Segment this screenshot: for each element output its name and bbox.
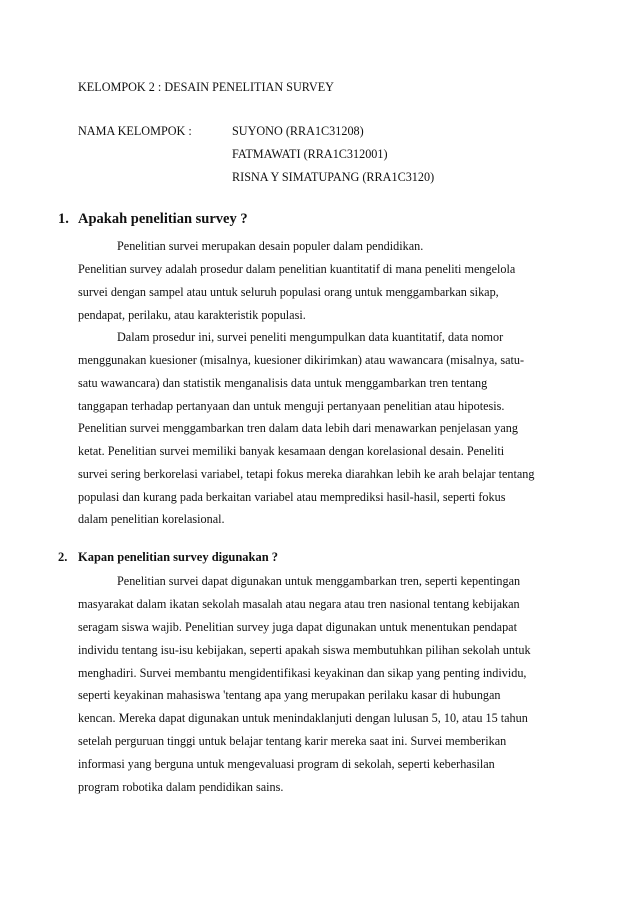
member-2: FATMAWATI (RRA1C312001) xyxy=(232,147,388,161)
section2-line: setelah perguruan tinggi untuk belajar tentang karir mereka saat ini. Survei memberikan xyxy=(78,734,507,748)
section1-line: tanggapan terhadap pertanyaan dan untuk menguji pertanyaan penelitian atau hipotesis. xyxy=(78,399,505,413)
members-label: NAMA KELOMPOK : xyxy=(78,124,192,138)
section1-line: survei dengan sampel atau untuk seluruh populasi orang untuk menggambarkan sikap, xyxy=(78,285,499,299)
section1-line: menggunakan kuesioner (misalnya, kuesioner dikirimkan) atau wawancara (misalnya, satu- xyxy=(78,353,525,367)
section1-question: Apakah penelitian survey ? xyxy=(78,211,248,227)
section1-line: Dalam prosedur ini, survei peneliti mengumpulkan data kuantitatif, data nomor xyxy=(117,330,504,344)
section2-line: seperti keyakinan mahasiswa 'tentang apa yang merupakan perilaku kasar di hubungan xyxy=(78,688,501,702)
section1-line: Penelitian survei menggambarkan tren dalam data lebih dari menawarkan penjelasan yang xyxy=(78,421,518,435)
section2-line: program robotika dalam pendidikan sains. xyxy=(78,780,284,794)
section2-number: 2. xyxy=(58,550,68,564)
section1-line: survei sering berkorelasi variabel, tetapi fokus mereka diarahkan lebih ke arah belajar tentang xyxy=(78,467,535,481)
section2-line: individu tentang isu-isu kebijakan, seperti apakah siswa membutuhkan pilihan sekolah untuk xyxy=(78,643,531,657)
section1-line: Penelitian survey adalah prosedur dalam penelitian kuantitatif di mana peneliti mengelola xyxy=(78,262,516,276)
section1-line: ketat. Penelitian survei memiliki banyak kesamaan dengan korelasional desain. Peneliti xyxy=(78,444,505,458)
section1-line: dalam penelitian korelasional. xyxy=(78,512,225,526)
section1-line: satu wawancara) dan statistik menganalisis data untuk menggambarkan tren tentang xyxy=(78,376,488,390)
section2-line: Penelitian survei dapat digunakan untuk menggambarkan tren, seperti kepentingan xyxy=(117,574,521,588)
section2-line: kencan. Mereka dapat digunakan untuk menindaklanjuti dengan lulusan 5, 10, atau 15 tahun xyxy=(78,711,528,725)
member-1: SUYONO (RRA1C31208) xyxy=(232,124,364,138)
section1-line: pendapat, perilaku, atau karakteristik populasi. xyxy=(78,308,306,322)
section2-line: informasi yang berguna untuk mengevaluasi program di sekolah, seperti keberhasilan xyxy=(78,757,495,771)
section1-line: populasi dan kurang pada berkaitan variabel atau memprediksi hasil-hasil, seperti fokus xyxy=(78,490,506,504)
member-3: RISNA Y SIMATUPANG (RRA1C3120) xyxy=(232,170,435,184)
section2-line: seragam siswa wajib. Penelitian survey juga dapat digunakan untuk menentukan pendapat xyxy=(78,620,517,634)
section1-number: 1. xyxy=(58,211,69,227)
section2-question: Kapan penelitian survey digunakan ? xyxy=(78,550,279,564)
section1-line: Penelitian survei merupakan desain populer dalam pendidikan. xyxy=(117,239,424,253)
document-title: KELOMPOK 2 : DESAIN PENELITIAN SURVEY xyxy=(78,80,334,94)
section2-line: masyarakat dalam ikatan sekolah masalah atau negara atau tren nasional tentang kebijakan xyxy=(78,597,520,611)
section2-line: menghadiri. Survei membantu mengidentifikasi keyakinan dan sikap yang penting individu, xyxy=(78,666,527,680)
